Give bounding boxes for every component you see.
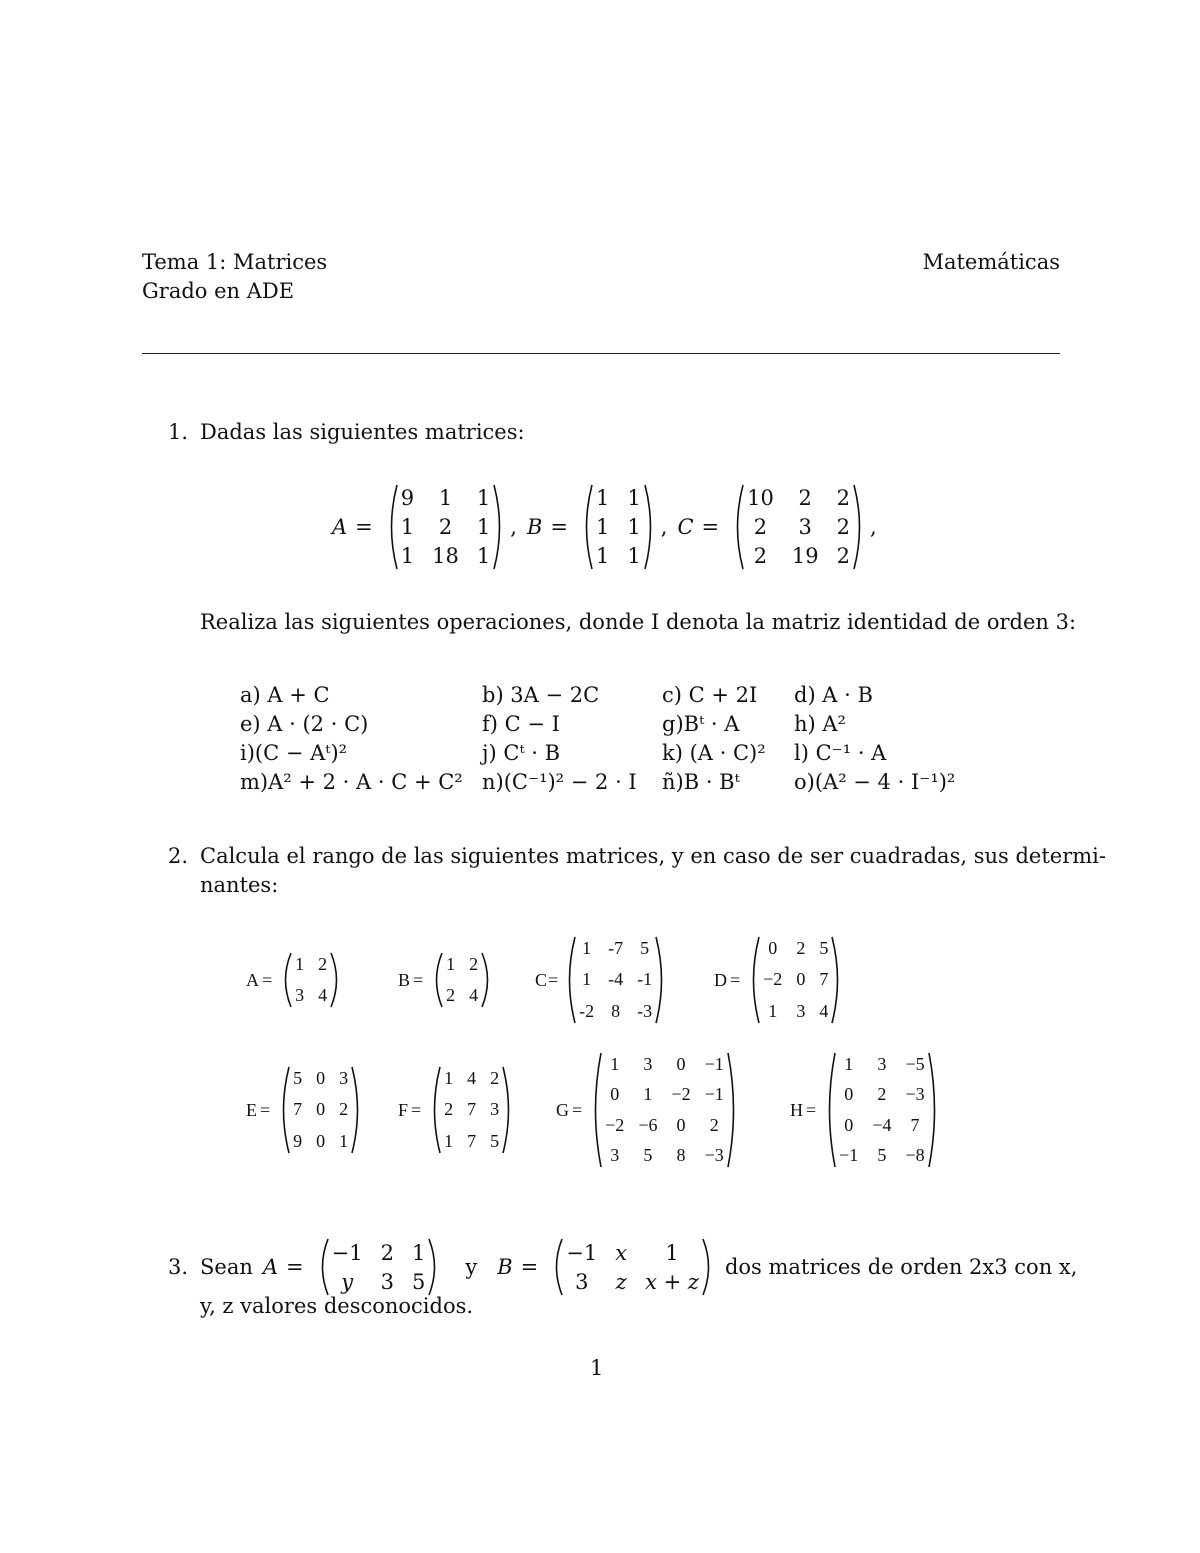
matrix-cell: y: [341, 1269, 354, 1294]
header-course-title: Tema 1: Matrices: [142, 250, 328, 274]
matrix-cell: 0: [844, 1084, 854, 1105]
operation-o: o)(A² − 4 · I⁻¹)²: [794, 769, 956, 794]
left-paren: [430, 952, 444, 1008]
matrix-cell: 1: [444, 1068, 454, 1089]
matrix-cell: 2: [836, 543, 850, 568]
matrix-cell: 3: [490, 1099, 500, 1120]
operation-l: l) C⁻¹ · A: [794, 740, 887, 765]
matrix-cell: 1: [596, 486, 610, 511]
matrix-cell: 2: [444, 1099, 454, 1120]
left-paren: [277, 1066, 291, 1154]
matrix-cell: -2: [579, 1000, 595, 1021]
matrix-2f: [428, 1066, 515, 1154]
matrix-cell: 2: [753, 543, 768, 568]
problem-3-statement: Sean A = −1 2 1 y 3 5 y B = −1 x 1 3 z x + z dos matrices de orden 2x3 con x,: [200, 1236, 1077, 1298]
matrix-2a-label: A: [246, 969, 259, 990]
operation-c: c) C + 2I: [662, 682, 758, 707]
matrix-cell: 0: [676, 1114, 686, 1135]
right-paren: [726, 1052, 740, 1168]
operations-row: [240, 680, 955, 709]
matrix-cell: 3: [643, 1053, 653, 1074]
operation-f: f) C − I: [482, 711, 560, 736]
left-paren: [823, 1052, 837, 1168]
matrix-entries: [745, 484, 852, 570]
matrix-cell: −4: [872, 1114, 892, 1135]
matrix-cell: 4: [469, 985, 479, 1005]
matrix-cell: 1: [438, 486, 453, 511]
matrix-2h: [823, 1052, 940, 1168]
matrix-entries: [761, 936, 830, 1024]
matrix-entries: [444, 952, 480, 1008]
operations-table: [240, 680, 955, 796]
matrix-entries: [293, 952, 329, 1008]
matrix-cell: 2: [446, 985, 456, 1005]
matrix-cell: 1: [476, 486, 491, 511]
matrix-cell: 1: [295, 954, 305, 974]
matrix-cell: 3: [575, 1269, 589, 1294]
matrix-cell: −2: [671, 1084, 691, 1105]
operation-k: k) (A · C)²: [662, 740, 766, 765]
matrix-cell: −6: [638, 1114, 658, 1135]
matrix-cell: x: [615, 1240, 628, 1265]
matrix-cell: 3: [877, 1053, 887, 1074]
matrix-cell: 5: [411, 1269, 426, 1294]
matrix-cell: 10: [747, 486, 774, 511]
matrix-cell: 1: [400, 543, 415, 568]
right-paren: [852, 484, 866, 570]
matrix-cell: 1: [768, 1000, 778, 1021]
matrix-cell: 7: [467, 1130, 477, 1151]
matrix-cell: 19: [791, 543, 819, 568]
problem-2-number: 2.: [168, 844, 189, 868]
matrix-cell: 2: [318, 954, 328, 974]
problem-3-and: y: [465, 1255, 478, 1279]
matrix-3a-label: A: [262, 1255, 279, 1279]
right-paren: [427, 1238, 441, 1296]
matrix-2h-group: H = 1 3 −5 0 2 −3 0 −4 7 −1 5 −8: [790, 1052, 945, 1168]
matrix-cell: 7: [819, 969, 829, 990]
matrix-cell: 0: [676, 1053, 686, 1074]
matrix-cell: −1: [704, 1084, 724, 1105]
matrix-entries: [564, 1238, 701, 1296]
matrix-cell: 3: [798, 514, 812, 539]
matrix-cell: −1: [331, 1240, 363, 1265]
matrix-cell: 4: [318, 985, 328, 1005]
matrix-2b-group: B = 1 2 2 4: [398, 936, 498, 1024]
matrix-2d-label: D: [714, 969, 727, 990]
operation-g: g)Bᵗ · A: [662, 711, 740, 736]
matrix-cell: 1: [665, 1240, 679, 1265]
matrix-2g-label: G: [556, 1099, 569, 1120]
page-number: 1: [590, 1356, 604, 1380]
matrix-entries: [399, 484, 492, 570]
right-paren: [329, 952, 343, 1008]
matrix-cell: 1: [444, 1130, 454, 1151]
matrix-cell: 5: [293, 1068, 303, 1089]
matrix-cell: 1: [476, 543, 491, 568]
left-paren: [550, 1238, 564, 1296]
matrix-2f-group: F = 1 4 2 2 7 3 1 7 5: [398, 1066, 519, 1154]
matrix-cell: 18: [432, 543, 459, 568]
operations-row: [240, 767, 955, 796]
matrix-cell: −5: [905, 1053, 925, 1074]
matrix-2e: [277, 1066, 364, 1154]
matrix-cell: 0: [610, 1084, 620, 1105]
right-paren: [350, 1066, 364, 1154]
matrix-cell: 0: [844, 1114, 854, 1135]
problem-2-text-line2: nantes:: [200, 873, 279, 897]
operations-row: [240, 709, 955, 738]
matrix-2b: [430, 952, 494, 1008]
matrix-cell: −1: [704, 1053, 724, 1074]
matrix-cell: 3: [295, 985, 305, 1005]
matrix-cell: 4: [819, 1000, 829, 1021]
problem-3-sean: Sean: [200, 1255, 253, 1279]
matrix-2a: [279, 952, 343, 1008]
matrix-cell: -7: [608, 938, 624, 959]
matrix-cell: 9: [293, 1130, 303, 1151]
matrix-cell: 1: [339, 1130, 349, 1151]
matrix-cell: 7: [293, 1099, 303, 1120]
matrix-cell: 1: [446, 954, 456, 974]
operation-i: i)(C − Aᵗ)²: [240, 740, 348, 765]
matrix-cell: 9: [400, 486, 415, 511]
matrix-cell: 1: [610, 1053, 620, 1074]
matrix-cell: −1: [566, 1240, 598, 1265]
matrix-cell: 1: [596, 543, 610, 568]
matrix-cell: 1: [411, 1240, 426, 1265]
matrix-2c: [563, 936, 668, 1024]
matrix-cell: 2: [438, 514, 453, 539]
matrix-cell: 5: [819, 938, 829, 959]
operation-j: j) Cᵗ · B: [482, 740, 561, 765]
matrix-entries: [577, 936, 654, 1024]
matrix-cell: 2: [796, 938, 806, 959]
header-subject: Matemáticas: [922, 250, 1060, 274]
matrix-2d-group: D = 0 2 5 −2 0 7 1 3 4: [714, 936, 848, 1024]
matrix-cell: 2: [836, 486, 850, 511]
matrix-cell: 5: [490, 1130, 500, 1151]
matrix-cell: −8: [905, 1145, 925, 1166]
matrix-cell: 1: [627, 543, 641, 568]
matrix-cell: 1: [582, 938, 592, 959]
problem-1-intro: Dadas las siguientes matrices:: [200, 420, 525, 444]
problem-3-line2: y, z valores desconocidos.: [200, 1294, 474, 1318]
matrix-cell: 8: [611, 1000, 621, 1021]
matrix-cell: 1: [400, 514, 415, 539]
right-paren: [492, 484, 506, 570]
matrix-cell: 2: [380, 1240, 394, 1265]
left-paren: [563, 936, 577, 1024]
matrix-cell: 1: [582, 969, 592, 990]
left-paren: [731, 484, 745, 570]
problem-1-instruction: Realiza las siguientes operaciones, donde I denota la matriz identidad de orden 3:: [200, 610, 1077, 634]
left-paren: [428, 1066, 442, 1154]
matrix-cell: 2: [836, 514, 850, 539]
matrix-cell: 3: [610, 1145, 620, 1166]
header-divider: [142, 353, 1060, 354]
matrix-2b-label: B: [398, 969, 411, 990]
operation-a: a) A + C: [240, 682, 330, 707]
matrix-cell: 1: [844, 1053, 854, 1074]
matrix-2c-group: C = 1 -7 5 1 -4 -1 -2 8 -3: [535, 936, 672, 1024]
matrix-cell: −2: [605, 1114, 625, 1135]
matrix-cell: 2: [798, 486, 812, 511]
matrix-2g: [589, 1052, 740, 1168]
matrix-cell: 2: [753, 514, 768, 539]
matrix-3b: [550, 1238, 715, 1296]
matrix-entries: [594, 484, 643, 570]
right-paren: [501, 1066, 515, 1154]
matrix-cell: 0: [316, 1130, 326, 1151]
matrix-2e-group: E = 5 0 3 7 0 2 9 0 1: [246, 1066, 368, 1154]
matrix-3a: [316, 1238, 442, 1296]
right-paren: [643, 484, 657, 570]
operation-b: b) 3A − 2C: [482, 682, 600, 707]
problem-3-number: 3.: [168, 1255, 189, 1279]
right-paren: [830, 936, 844, 1024]
matrix-cell: 1: [627, 486, 641, 511]
operation-enye: ñ)B · Bᵗ: [662, 769, 740, 794]
matrix-a: [385, 484, 506, 570]
matrix-cell: -4: [608, 969, 624, 990]
matrix-cell: 1: [643, 1084, 653, 1105]
matrix-cell: 3: [339, 1068, 349, 1089]
matrix-cell: 3: [380, 1269, 394, 1294]
matrix-cell: 5: [640, 938, 650, 959]
right-paren: [654, 936, 668, 1024]
right-paren: [480, 952, 494, 1008]
left-paren: [747, 936, 761, 1024]
matrix-cell: 5: [643, 1145, 653, 1166]
matrix-cell: 0: [768, 938, 778, 959]
matrix-2e-label: E: [246, 1099, 257, 1120]
problem-2-text-line1: Calcula el rango de las siguientes matrices, y en caso de ser cuadradas, sus determi-: [200, 844, 1106, 868]
matrix-cell: −3: [704, 1145, 724, 1166]
problem-3-tail: dos matrices de orden 2x3 con x,: [724, 1255, 1078, 1279]
matrix-cell: 2: [877, 1084, 887, 1105]
matrix-cell: 7: [910, 1114, 920, 1135]
matrix-c-label: C: [677, 515, 694, 539]
matrix-cell: 1: [596, 514, 610, 539]
matrix-cell: -1: [637, 969, 653, 990]
matrix-cell: x + z: [645, 1269, 699, 1294]
matrix-cell: 2: [339, 1099, 349, 1120]
matrix-cell: −3: [905, 1084, 925, 1105]
operation-h: h) A²: [794, 711, 846, 736]
matrix-cell: z: [615, 1269, 627, 1294]
matrix-2g-group: G = 1 3 0 −1 0 1 −2 −1 −2 −6 0 2 3 5 8 −3: [556, 1052, 744, 1168]
matrix-2h-label: H: [790, 1099, 803, 1120]
matrix-entries: [291, 1066, 350, 1154]
left-paren: [589, 1052, 603, 1168]
matrix-cell: -3: [637, 1000, 653, 1021]
matrix-cell: 2: [469, 954, 479, 974]
matrix-entries: [603, 1052, 726, 1168]
matrix-entries: [837, 1052, 926, 1168]
matrix-cell: 4: [467, 1068, 477, 1089]
matrix-cell: 8: [676, 1145, 686, 1166]
problem-1-matrices: A = 9 1 1 1 2 1 1 18 1 , B = 1 1 1 1 1 1 , C = 10 2 2 2 3 2 2 19 2 ,: [332, 484, 877, 570]
matrix-b: [580, 484, 657, 570]
right-paren: [701, 1238, 715, 1296]
left-paren: [580, 484, 594, 570]
matrix-cell: −2: [763, 969, 783, 990]
matrix-2d: [747, 936, 844, 1024]
matrix-cell: 0: [316, 1099, 326, 1120]
matrix-2f-label: F: [398, 1099, 409, 1120]
left-paren: [385, 484, 399, 570]
matrix-3b-label: B: [497, 1255, 513, 1279]
operation-e: e) A · (2 · C): [240, 711, 369, 736]
operation-d: d) A · B: [794, 682, 873, 707]
matrix-cell: 0: [316, 1068, 326, 1089]
matrix-cell: 0: [796, 969, 806, 990]
matrix-cell: 1: [476, 514, 491, 539]
matrix-2c-label: C: [535, 969, 548, 990]
matrix-a-label: A: [332, 515, 348, 539]
matrix-c: [731, 484, 866, 570]
operation-m: m)A² + 2 · A · C + C²: [240, 769, 463, 794]
right-paren: [927, 1052, 941, 1168]
header-degree: Grado en ADE: [142, 279, 295, 303]
matrix-entries: [442, 1066, 501, 1154]
left-paren: [316, 1238, 330, 1296]
operations-row: [240, 738, 955, 767]
problem-1-number: 1.: [168, 420, 189, 444]
matrix-cell: 1: [627, 514, 641, 539]
matrix-cell: 2: [709, 1114, 719, 1135]
matrix-cell: 7: [467, 1099, 477, 1120]
matrix-b-label: B: [526, 515, 543, 539]
matrix-cell: 2: [490, 1068, 500, 1089]
matrix-entries: [330, 1238, 428, 1296]
matrix-cell: −1: [839, 1145, 859, 1166]
matrix-2a-group: A = 1 2 3 4: [246, 936, 347, 1024]
matrix-cell: 3: [796, 1000, 806, 1021]
matrix-cell: 5: [877, 1145, 887, 1166]
left-paren: [279, 952, 293, 1008]
operation-n: n)(C⁻¹)² − 2 · I: [482, 769, 637, 794]
